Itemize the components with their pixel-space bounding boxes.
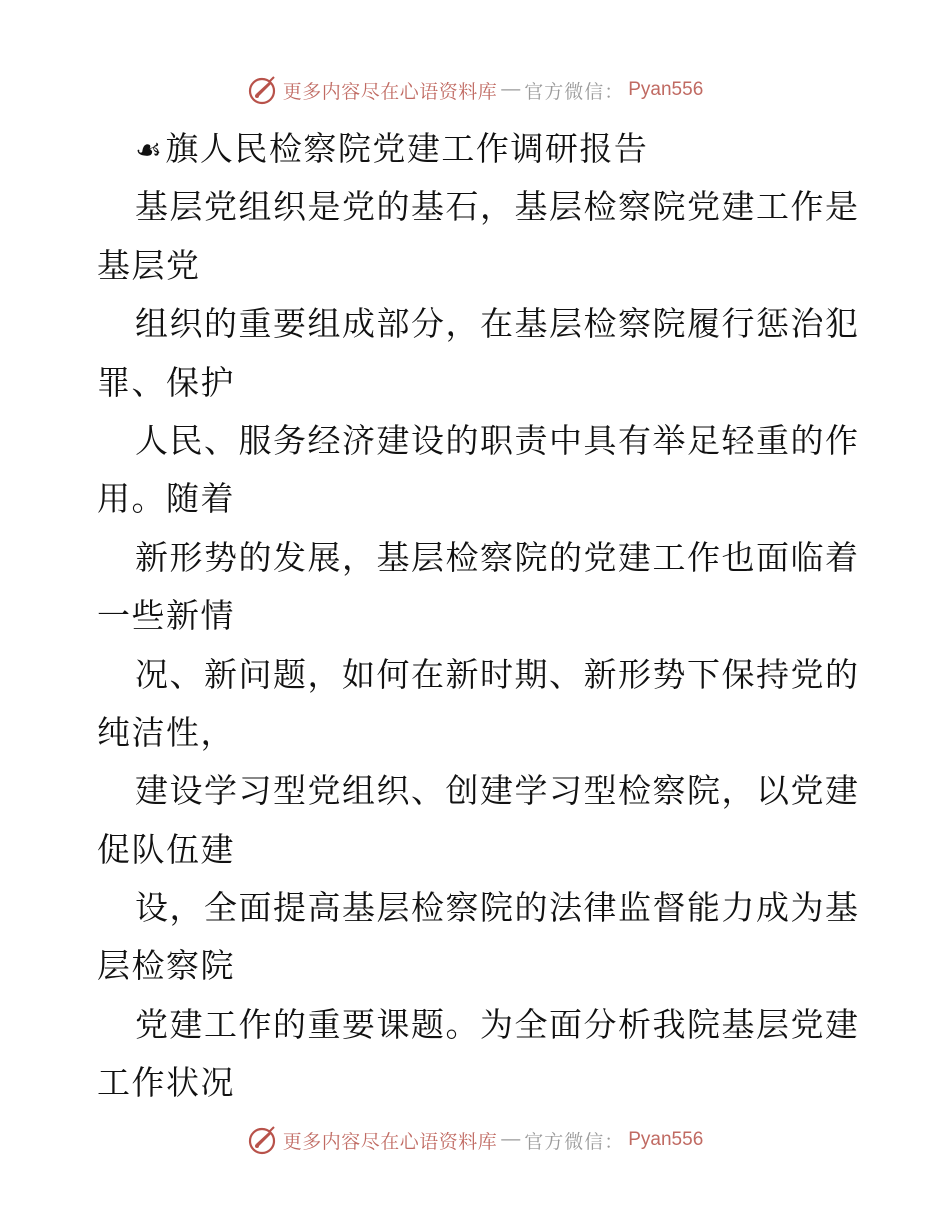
quill-logo-icon	[247, 1124, 279, 1156]
paragraph-line: 新形势的发展，基层检察院的党建工作也面临着	[135, 537, 860, 577]
paragraph-line: 组织的重要组成部分，在基层检察院履行惩治犯	[135, 304, 860, 344]
paragraph-line: 一些新情	[97, 596, 235, 636]
banner-separator: —	[501, 79, 521, 100]
banner-main-text: 更多内容尽在心语资料库	[282, 80, 498, 103]
paragraph-line: 人民、服务经济建设的职责中具有举足轻重的作	[135, 420, 860, 460]
paragraph-line: 设，全面提高基层检察院的法律监督能力成为基	[135, 888, 860, 928]
header-watermark-banner	[0, 70, 950, 110]
paragraph-line: 层检察院	[97, 946, 235, 986]
banner-wechat-id: Pyan556	[628, 79, 704, 100]
banner-wechat-label: 官方微信：	[524, 1130, 625, 1153]
title-text: 旗人民检察院党建工作调研报告	[165, 129, 649, 168]
paragraph-line: 况、新问题，如何在新时期、新形势下保持党的	[135, 654, 860, 694]
footer-watermark-banner	[0, 1120, 950, 1160]
header-watermark-content	[247, 74, 704, 106]
paragraph-line: 建设学习型党组织、创建学习型检察院，以党建	[135, 771, 860, 811]
document-title	[97, 120, 857, 178]
document-body	[97, 120, 860, 1113]
paragraph-line: 工作状况	[97, 1063, 235, 1103]
paragraph-line: 罪、保护	[97, 362, 235, 402]
fleuron-icon: ☙	[135, 133, 164, 168]
paragraph-line: 用。随着	[97, 479, 235, 519]
quill-logo-icon	[247, 74, 279, 106]
paragraph-line: 纯洁性，	[97, 712, 235, 752]
banner-main-text: 更多内容尽在心语资料库	[282, 1130, 498, 1153]
paragraph-line: 促队伍建	[97, 829, 235, 869]
banner-separator: —	[501, 1129, 521, 1150]
footer-watermark-content	[247, 1124, 704, 1156]
paragraph-line: 基层党组织是党的基石，基层检察院党建工作是	[135, 187, 860, 227]
banner-wechat-id: Pyan556	[628, 1129, 704, 1150]
banner-wechat-label: 官方微信：	[524, 80, 625, 103]
paragraph-line: 基层党	[97, 245, 201, 285]
paragraph-line: 党建工作的重要课题。为全面分析我院基层党建	[135, 1004, 860, 1044]
